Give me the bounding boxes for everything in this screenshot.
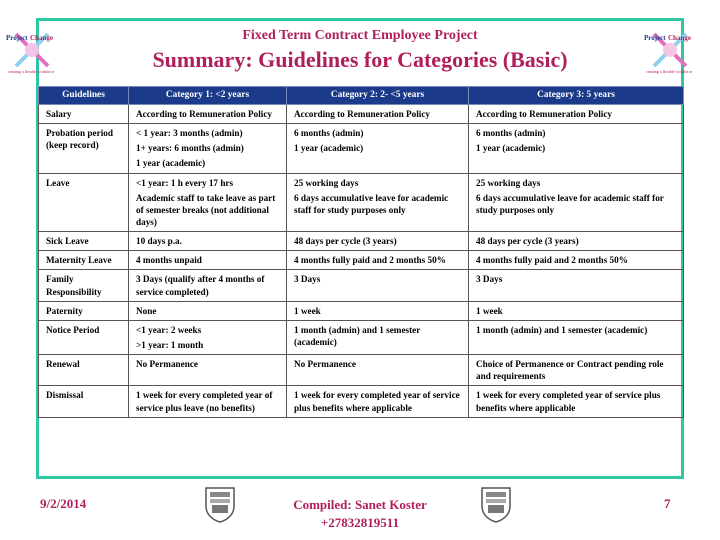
project-title: Fixed Term Contract Employee Project	[242, 28, 478, 43]
cell-line: 6 months (admin)	[476, 128, 546, 139]
category-cell	[287, 270, 469, 301]
column-header: Category 1: <2 years	[129, 87, 287, 105]
category-cell	[287, 301, 469, 320]
cell-line: 1 year (academic)	[294, 143, 364, 154]
category-cell	[287, 124, 469, 173]
cell-line: 6 months (admin)	[294, 128, 364, 139]
category-cell	[287, 173, 469, 232]
table-header-row	[39, 87, 684, 105]
category-cell	[469, 232, 684, 251]
category-cell	[129, 232, 287, 251]
cell-line: 4 months fully paid and 2 months 50%	[476, 255, 628, 266]
category-cell	[469, 320, 684, 354]
cell-line: 25 working days	[476, 177, 541, 188]
category-cell	[129, 320, 287, 354]
category-cell	[129, 301, 287, 320]
cell-line: 3 Days	[294, 274, 321, 285]
category-cell	[287, 320, 469, 354]
cell-line: 1 year (academic)	[476, 143, 546, 154]
table-row	[39, 320, 684, 354]
category-cell	[129, 173, 287, 232]
guideline-cell: Probation period (keep record)	[39, 124, 129, 173]
cell-line: 1 week for every completed year of service plus benefits where applicable	[476, 390, 661, 413]
svg-text:creating a flexible workforce: creating a flexible workforce	[646, 69, 693, 74]
contact-phone: +27832819511	[320, 515, 400, 530]
slide-title: Summary: Guidelines for Categories (Basic)	[152, 47, 568, 72]
column-header: Category 2: 2- <5 years	[287, 87, 469, 105]
cell-line: 3 Days	[476, 274, 503, 285]
table-row	[39, 251, 684, 270]
table-row	[39, 232, 684, 251]
university-crest-icon	[203, 484, 237, 524]
svg-text:Change: Change	[668, 34, 691, 42]
category-cell	[129, 251, 287, 270]
category-cell	[287, 355, 469, 386]
svg-text:creating a flexible workforce: creating a flexible workforce	[8, 69, 55, 74]
table-body	[39, 105, 684, 418]
compiled-by: Compiled: Sanet Koster	[293, 497, 427, 512]
category-cell	[287, 232, 469, 251]
cell-line: 4 months unpaid	[136, 255, 202, 266]
cell-line: 4 months fully paid and 2 months 50%	[294, 255, 446, 266]
cell-line: Academic staff to take leave as part of semester breaks (not additional days)	[136, 192, 276, 227]
table-row	[39, 386, 684, 417]
cell-line: 6 days accumulative leave for academic staff for study purposes only	[476, 192, 664, 215]
category-cell	[287, 386, 469, 417]
column-header: Guidelines	[39, 87, 129, 105]
guideline-cell: Maternity Leave	[39, 251, 129, 270]
cell-line: 25 working days	[294, 177, 359, 188]
category-cell	[129, 105, 287, 124]
category-cell	[469, 124, 684, 173]
guideline-cell: Salary	[39, 105, 129, 124]
guidelines-table	[38, 86, 684, 418]
cell-line: 1 week for every completed year of service plus leave (no benefits)	[136, 390, 273, 413]
cell-line: According to Remuneration Policy	[294, 109, 431, 119]
cell-line: 1 week for every completed year of service plus benefits where applicable	[294, 390, 460, 413]
table-row	[39, 124, 684, 173]
cell-line: 1+ years: 6 months (admin)	[136, 143, 244, 154]
table-row	[39, 301, 684, 320]
cell-line: 48 days per cycle (3 years)	[294, 236, 397, 247]
category-cell	[129, 270, 287, 301]
column-header: Category 3: 5 years	[469, 87, 684, 105]
svg-text:Change: Change	[30, 34, 53, 42]
cell-line: According to Remuneration Policy	[136, 109, 273, 119]
guideline-cell: Sick Leave	[39, 232, 129, 251]
footer-date: 9/2/2014	[40, 496, 87, 511]
table-row	[39, 355, 684, 386]
category-cell	[469, 355, 684, 386]
page-number: 7	[664, 496, 671, 511]
cell-line: 48 days per cycle (3 years)	[476, 236, 579, 247]
cell-line: <1 year: 1 h every 17 hrs	[136, 177, 234, 188]
cell-line: < 1 year: 3 months (admin)	[136, 128, 243, 139]
guideline-cell: Leave	[39, 173, 129, 232]
category-cell	[129, 355, 287, 386]
cell-line: According to Remuneration Policy	[476, 109, 613, 119]
table-row	[39, 105, 684, 124]
cell-line: 1 week	[476, 305, 503, 316]
category-cell	[287, 251, 469, 270]
category-cell	[469, 251, 684, 270]
table-row	[39, 173, 684, 232]
category-cell	[469, 386, 684, 417]
table-row	[39, 270, 684, 301]
category-cell	[469, 173, 684, 232]
category-cell	[287, 105, 469, 124]
cell-line: 1 month (admin) and 1 semester (academic)	[294, 324, 421, 347]
guideline-cell: Family Responsibility	[39, 270, 129, 301]
cell-line: 1 week	[294, 305, 321, 316]
cell-line: 3 Days (qualify after 4 months of service completed)	[136, 274, 265, 297]
cell-line: 10 days p.a.	[136, 236, 182, 247]
svg-text:Project: Project	[644, 34, 666, 42]
category-cell	[469, 105, 684, 124]
cell-line: 1 year (academic)	[136, 158, 206, 169]
footer-compiled	[0, 496, 720, 532]
category-cell	[129, 386, 287, 417]
guideline-cell: Paternity	[39, 301, 129, 320]
guideline-cell: Renewal	[39, 355, 129, 386]
category-cell	[129, 124, 287, 173]
cell-line: None	[136, 305, 157, 316]
svg-text:Project: Project	[6, 34, 28, 42]
cell-line: No Permanence	[294, 359, 356, 370]
guideline-cell: Notice Period	[39, 320, 129, 354]
category-cell	[469, 301, 684, 320]
guideline-cell: Dismissal	[39, 386, 129, 417]
cell-line: Choice of Permanence or Contract pending role and requirements	[476, 359, 664, 382]
university-crest-icon	[479, 484, 513, 524]
cell-line: 1 month (admin) and 1 semester (academic)	[476, 324, 648, 335]
cell-line: 6 days accumulative leave for academic staff for study purposes only	[294, 192, 449, 215]
cell-line: No Permanence	[136, 359, 198, 370]
cell-line: >1 year: 1 month	[136, 339, 204, 350]
category-cell	[469, 270, 684, 301]
cell-line: <1 year: 2 weeks	[136, 324, 202, 335]
